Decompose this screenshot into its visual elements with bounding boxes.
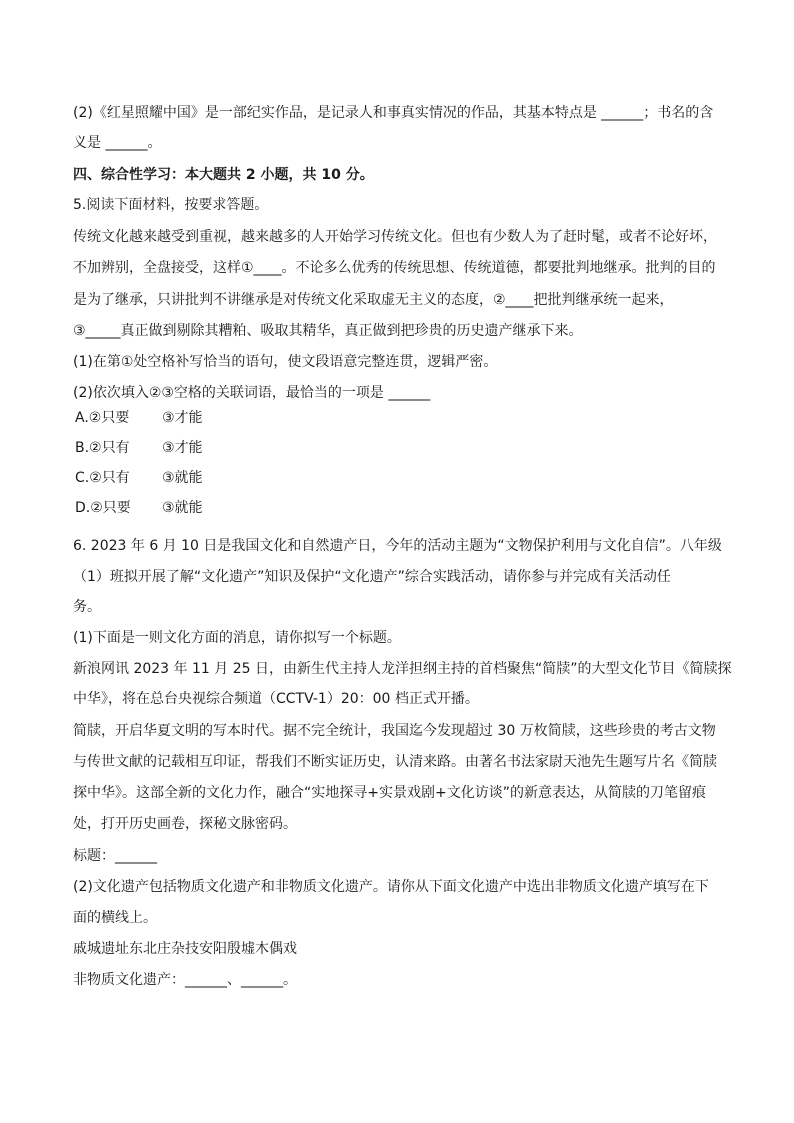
q6-sub2-line2: 面的横线上。: [73, 910, 157, 926]
news-line5: 探中华》。这部全新的文化力作，融合“实地探寻+实景戏剧+文化访谈”的新意表达，从简牍的刀笔留痕: [73, 785, 706, 801]
option-a-second: ③才能: [162, 410, 203, 426]
option-b-second: ③才能: [162, 440, 203, 456]
news-line1: 新浪网讯 2023 年 11 月 25 日，由新生代主持人龙洋担纲主持的首档聚焦“简牍”的大型文化节目《简牍探: [73, 661, 732, 677]
q5-passage-line4: ③_____真正做到剔除其糟粕、吸取其精华，真正做到把珍贵的历史遗产继承下来。: [73, 323, 583, 339]
section-heading: 四、综合性学习：本大题共 2 小题，共 10 分。: [73, 167, 374, 183]
q4-2-line1: (2)《红星照耀中国》是一部纪实作品，是记录人和事真实情况的作品，其基本特点是 ______；书名的含: [73, 105, 714, 121]
option-a-first: A.②只要: [75, 410, 130, 426]
option-b-first: B.②只有: [75, 440, 130, 456]
q6-sub1: (1)下面是一则文化方面的消息，请你拟写一个标题。: [73, 630, 401, 646]
heritage-list: 戚城遗址东北庄杂技安阳殷墟木偶戏: [73, 941, 297, 957]
option-d-second: ③就能: [162, 500, 203, 516]
q5-passage-line2: 不加辨别，全盘接受，这样①____。不论多么优秀的传统思想、传统道德，都要批判地继承。批判的目的: [73, 260, 716, 276]
option-c-first: C.②只有: [75, 470, 130, 486]
title-blank: 标题：______: [73, 848, 157, 864]
q6-line2: （1）班拟开展了解“文化遗产”知识及保护“文化遗产”综合实践活动，请你参与并完成有关活动任: [73, 569, 671, 585]
option-d-first: D.②只要: [75, 500, 131, 516]
news-line4: 与传世文献的记载相互印证，帮我们不断实证历史，认清来路。由著名书法家尉天池先生题写片名《简牍: [73, 754, 717, 770]
news-line6: 处，打开历史画卷，探秘文脉密码。: [73, 816, 297, 832]
q5-sub2: (2)依次填入②③空格的关联词语，最恰当的一项是 ______: [73, 385, 431, 401]
q6-sub2-line1: (2)文化遗产包括物质文化遗产和非物质文化遗产。请你从下面文化遗产中选出非物质文化遗产填写在下: [73, 879, 709, 895]
q5-passage-line1: 传统文化越来越受到重视，越来越多的人开始学习传统文化。但也有少数人为了赶时髦，或者不论好坏，: [73, 229, 717, 245]
option-c-second: ③就能: [162, 470, 203, 486]
intangible-blank: 非物质文化遗产：______、______。: [73, 972, 297, 988]
q5-title: 5.阅读下面材料，按要求答题。: [73, 197, 269, 213]
q5-passage-line3: 是为了继承，只讲批判不讲继承是对传统文化采取虚无主义的态度，②____把批判继承统一起来，: [73, 292, 674, 308]
q6-line3: 务。: [73, 599, 101, 615]
q6-line1: 6. 2023 年 6 月 10 日是我国文化和自然遗产日，今年的活动主题为“文物保护利用与文化自信”。八年级: [73, 538, 722, 554]
q5-sub1: (1)在第①处空格补写恰当的语句，使文段语意完整连贯，逻辑严密。: [73, 354, 498, 370]
news-line2: 中华》，将在总台央视综合频道（CCTV-1）20：00 档正式开播。: [73, 691, 479, 707]
news-line3: 简牍，开启华夏文明的写本时代。据不完全统计，我国迄今发现超过 30 万枚简牍，这些珍贵的考古文物: [73, 723, 716, 739]
q4-2-line2: 义是 ______。: [73, 135, 162, 151]
